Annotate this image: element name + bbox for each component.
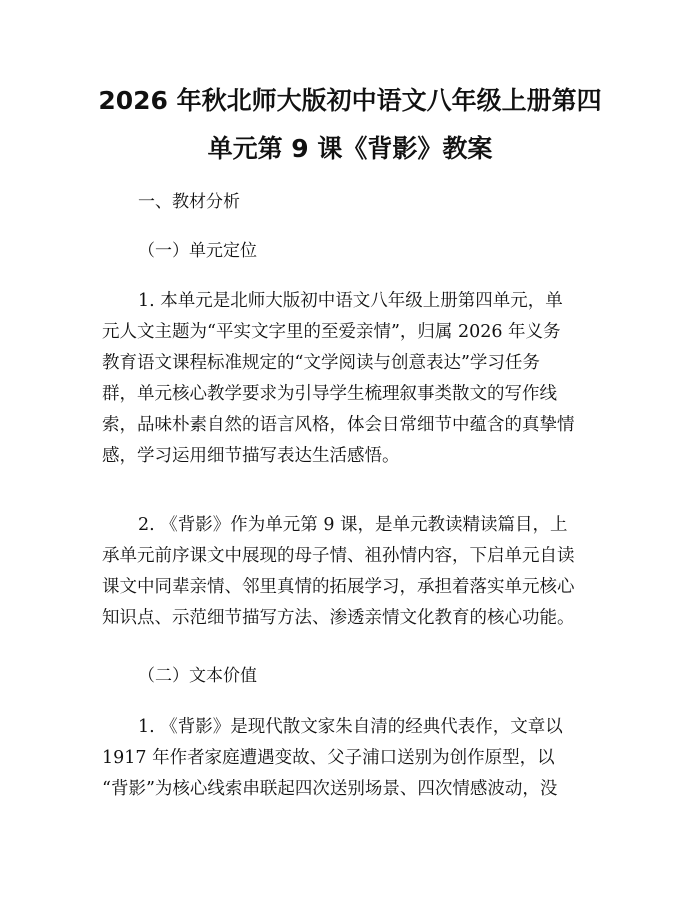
paragraph-2 [102,510,622,634]
document-title-line-2: 单元第 9 课《背影》教案 [207,134,493,163]
paragraph-line: 1. 本单元是北师大版初中语文八年级上册第四单元，单 [138,291,563,311]
paragraph-line: 群，单元核心教学要求为引导学生梳理叙事类散文的写作线 [102,384,557,404]
subsection-heading-text-value: （二）文本价值 [138,666,257,686]
paragraph-1 [102,286,622,472]
paragraph-line: 2. 《背影》作为单元第 9 课，是单元教读精读篇目，上 [138,515,568,535]
section-heading-textbook-analysis: 一、教材分析 [138,192,240,212]
paragraph-line: 知识点、示范细节描写方法、渗透亲情文化教育的核心功能。 [102,608,575,628]
paragraph-line: 承单元前序课文中展现的母子情、祖孙情内容，下启单元自读 [102,546,575,566]
paragraph-3 [102,712,622,805]
paragraph-line: 元人文主题为“平实文字里的至爱亲情”，归属 2026 年义务 [102,322,561,342]
paragraph-line: 索，品味朴素自然的语言风格，体会日常细节中蕴含的真挚情 [102,415,575,435]
document-title-line-1: 2026 年秋北师大版初中语文八年级上册第四 [98,86,602,115]
paragraph-line: 课文中同辈亲情、邻里真情的拓展学习，承担着落实单元核心 [102,577,575,597]
paragraph-line: 感，学习运用细节描写表达生活感悟。 [102,446,400,466]
subsection-heading-unit-positioning: （一）单元定位 [138,241,257,261]
paragraph-line: 1. 《背影》是现代散文家朱自清的经典代表作，文章以 [138,717,563,737]
paragraph-line: “背影”为核心线索串联起四次送别场景、四次情感波动，没 [102,779,558,799]
paragraph-line: 教育语文课程标准规定的“文学阅读与创意表达”学习任务 [102,353,540,373]
paragraph-line: 1917 年作者家庭遭遇变故、父子浦口送别为创作原型，以 [102,748,555,768]
